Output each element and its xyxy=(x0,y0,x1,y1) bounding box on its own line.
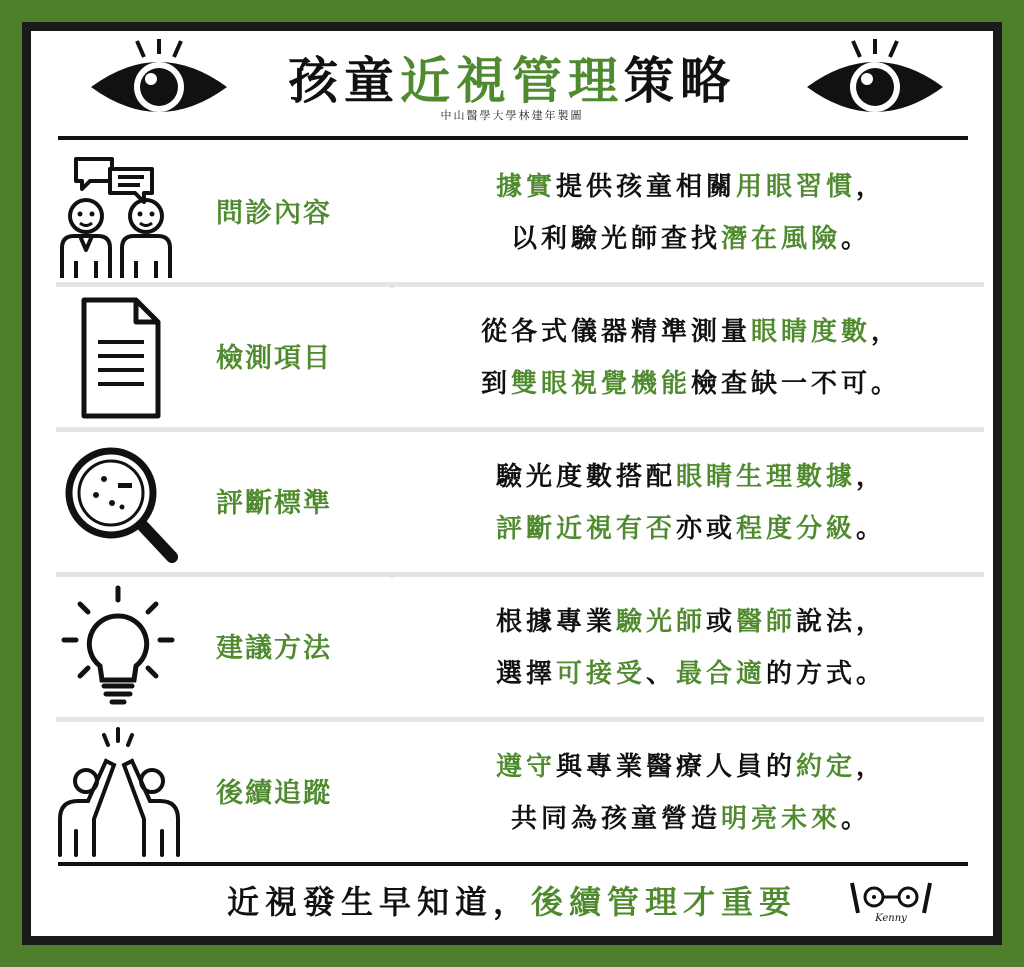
high-five-icon xyxy=(56,723,186,864)
header xyxy=(31,31,993,141)
list-item xyxy=(56,723,984,864)
strategy-list xyxy=(56,143,984,859)
infographic-card xyxy=(31,31,993,936)
row-description xyxy=(401,741,981,845)
divider xyxy=(58,136,968,140)
description-line: 以利驗光師查找潛在風險。 xyxy=(510,224,872,254)
credit-text: 中山醫學大學林建年製圖 xyxy=(440,109,584,122)
description-line: 驗光度數搭配眼睛生理數據， xyxy=(495,462,887,492)
magnifier-icon xyxy=(56,433,186,574)
row-description xyxy=(401,306,981,410)
document-icon xyxy=(56,288,186,429)
signature-logo-icon xyxy=(846,877,936,927)
divider xyxy=(58,862,968,866)
row-label: 檢測項目 xyxy=(216,343,332,374)
lightbulb-icon xyxy=(56,578,186,719)
list-item xyxy=(56,578,984,719)
row-label: 評斷標準 xyxy=(216,488,332,519)
row-label: 問診內容 xyxy=(216,198,332,229)
description-line: 據實提供孩童相關用眼習慣， xyxy=(495,172,887,202)
description-line: 選擇可接受、最合適的方式。 xyxy=(495,659,887,689)
description-line: 從各式儀器精準測量眼睛度數， xyxy=(480,317,902,347)
row-description xyxy=(401,596,981,700)
row-description xyxy=(401,161,981,265)
conversation-people-icon xyxy=(56,143,186,284)
footer-slogan: 近視發生早知道，後續管理才重要 xyxy=(226,883,798,921)
description-line: 共同為孩童營造明亮未來。 xyxy=(510,804,872,834)
list-item xyxy=(56,143,984,284)
description-line: 到雙眼視覺機能檢查缺一不可。 xyxy=(480,369,902,399)
row-description xyxy=(401,451,981,555)
row-label: 建議方法 xyxy=(216,633,332,664)
page-title: 孩童近視管理策略 xyxy=(288,52,736,110)
svg-text:Kenny: Kenny xyxy=(875,913,907,924)
row-label: 後續追蹤 xyxy=(216,778,332,809)
list-item xyxy=(56,288,984,429)
description-line: 評斷近視有否亦或程度分級。 xyxy=(495,514,887,544)
description-line: 遵守與專業醫療人員的約定， xyxy=(495,752,887,782)
description-line: 根據專業驗光師或醫師說法， xyxy=(495,607,887,637)
list-item xyxy=(56,433,984,574)
